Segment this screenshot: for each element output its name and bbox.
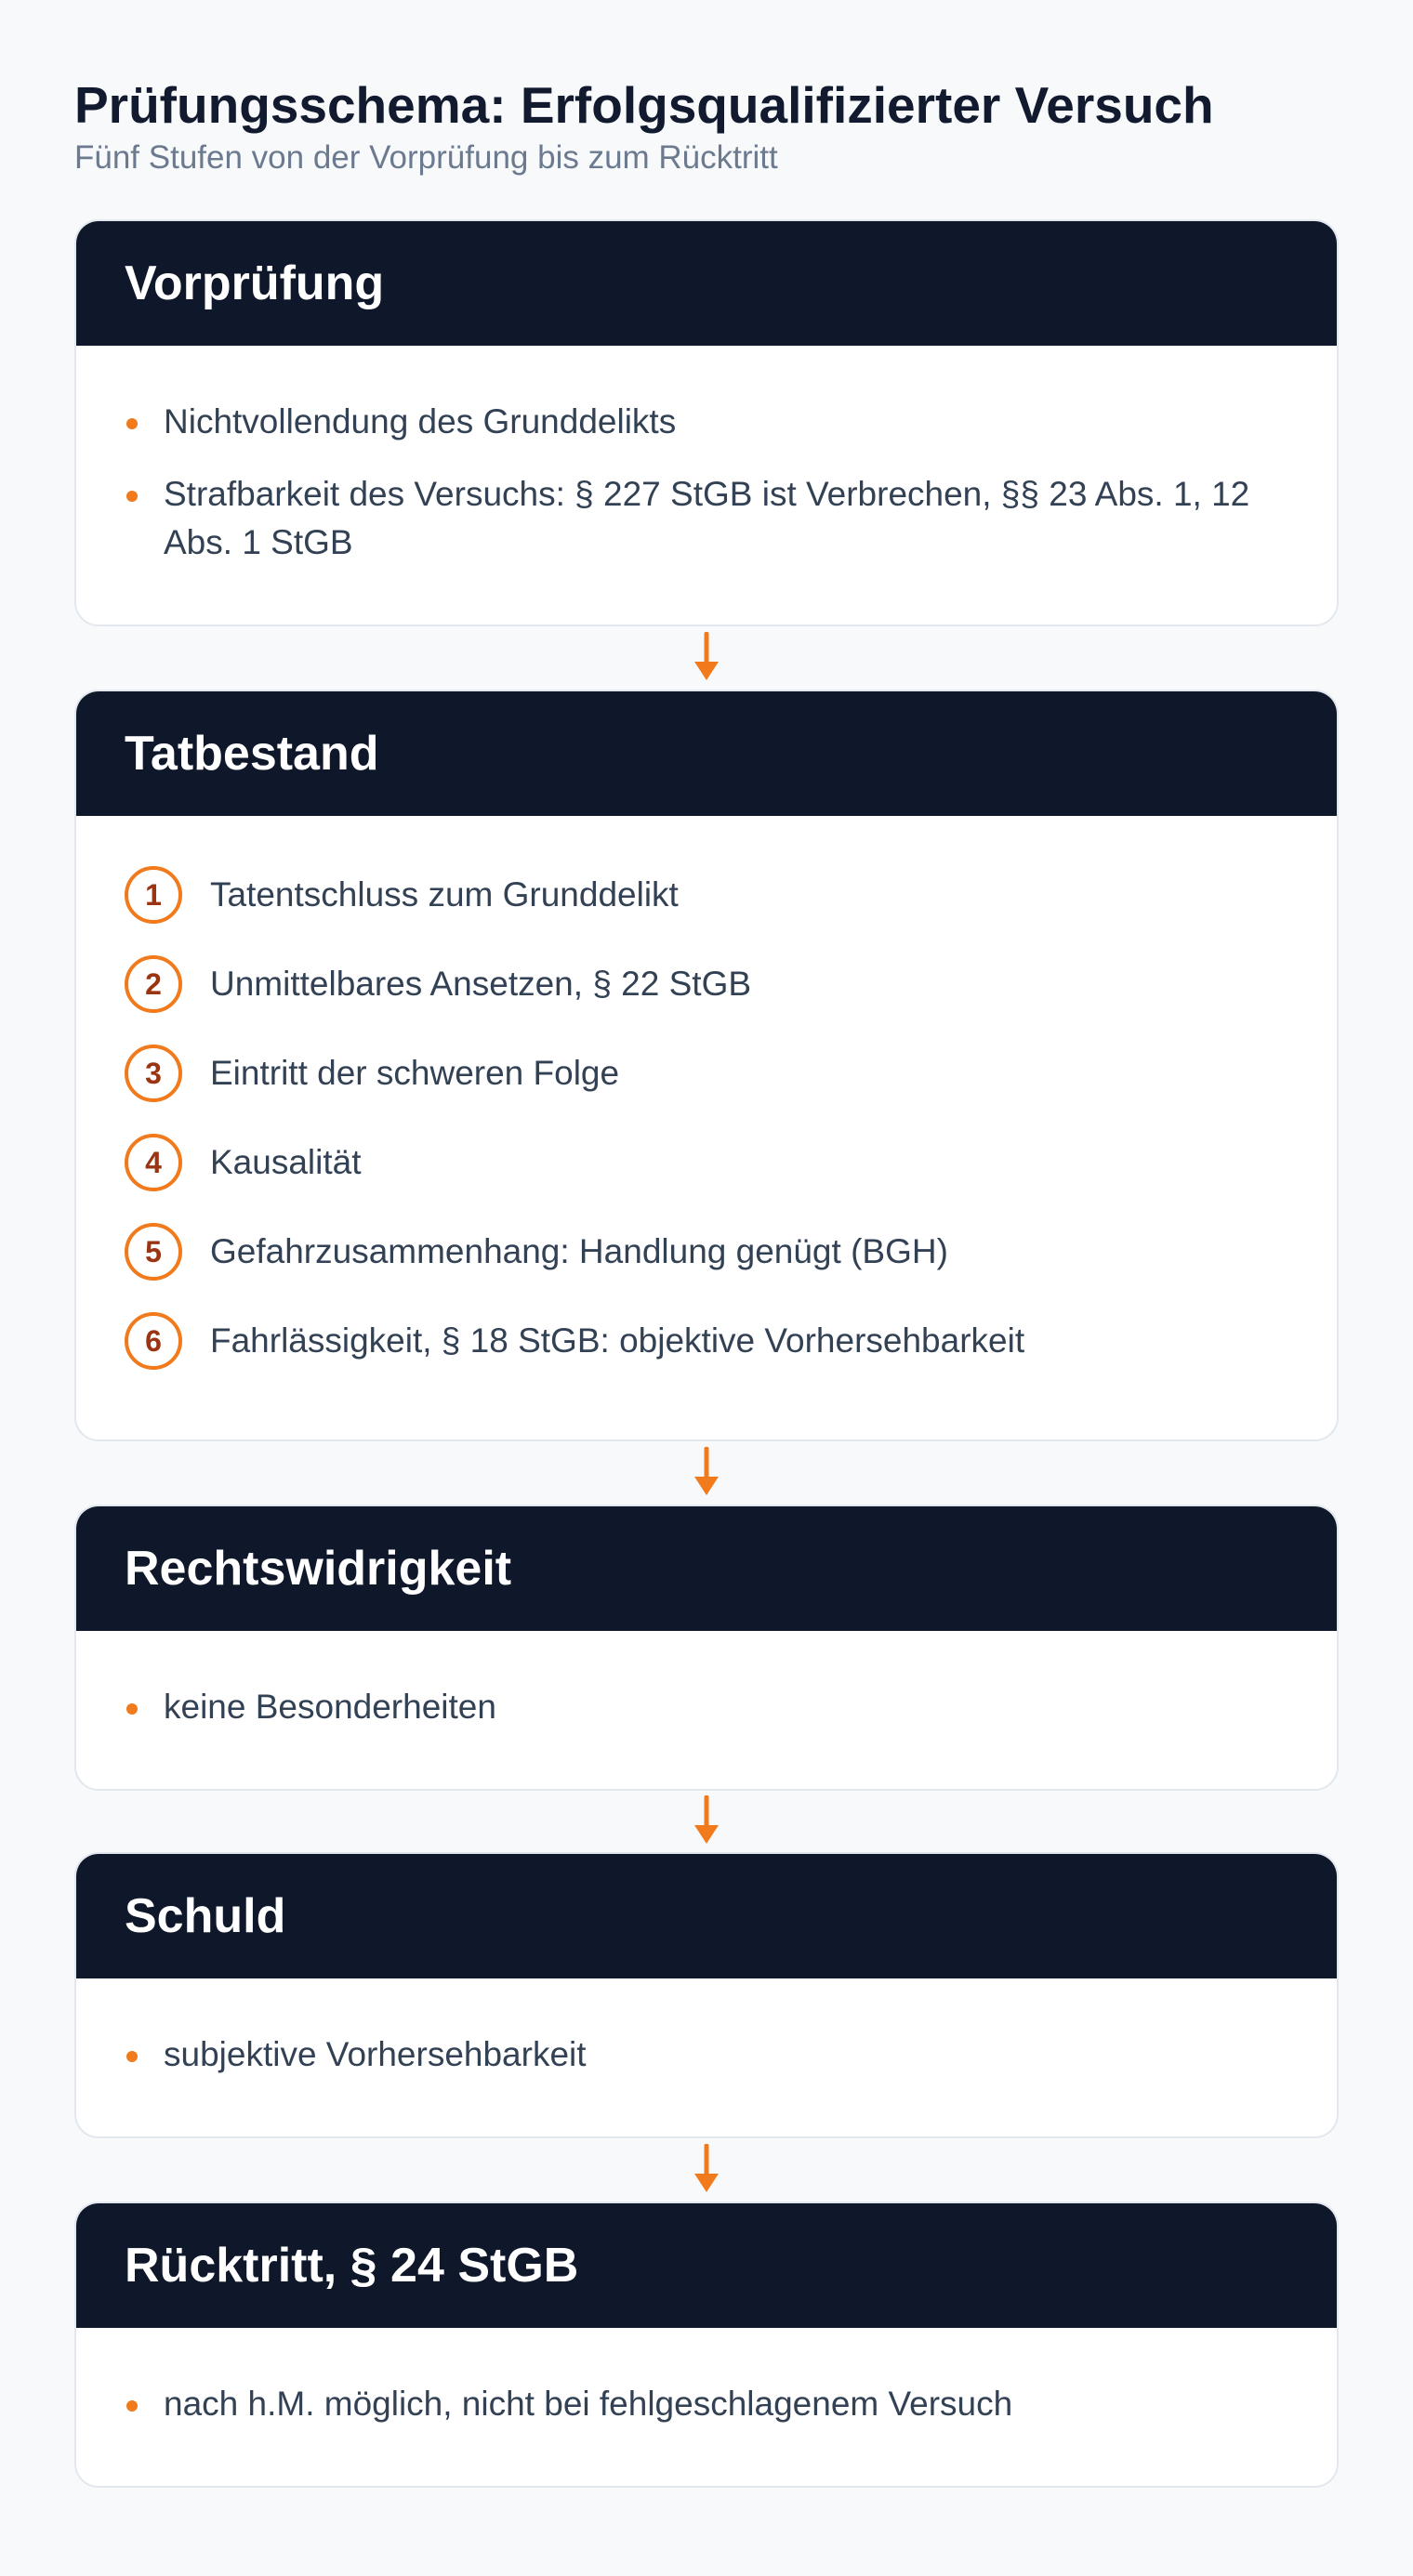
step-card-tatbestand: [74, 690, 1339, 1441]
bullet-dot-icon: [126, 491, 138, 502]
step-number-badge: 5: [125, 1223, 182, 1281]
list-item-text: subjektive Vorhersehbarkeit: [164, 2035, 587, 2073]
bullet-dot-icon: [126, 1703, 138, 1715]
step-title: Tatbestand: [125, 727, 379, 781]
list-item-text: Nichtvollendung des Grunddelikts: [164, 402, 677, 440]
step-body: [76, 1631, 1337, 1731]
list-item: [76, 2031, 1337, 2079]
list-item-text: nach h.M. möglich, nicht bei fehlgeschlagenem Versuch: [164, 2385, 1013, 2423]
bullet-list: [76, 398, 1337, 567]
list-item: [76, 1308, 1337, 1373]
step-number-badge: 3: [125, 1045, 182, 1102]
step-card-rechtswidrigkeit: [74, 1505, 1339, 1791]
step-body: [76, 816, 1337, 1373]
step-number-badge: 4: [125, 1134, 182, 1191]
bullet-dot-icon: [126, 2400, 138, 2412]
step-body: [76, 1978, 1337, 2079]
page-subtitle: Fünf Stufen von der Vorprüfung bis zum Rücktritt: [74, 139, 778, 176]
list-item: [76, 1130, 1337, 1195]
step-title: Vorprüfung: [125, 256, 385, 310]
list-item-text: Fahrlässigkeit, § 18 StGB: objektive Vorhersehbarkeit: [210, 1321, 1025, 1360]
down-arrow-icon: [74, 1791, 1339, 1852]
step-header: [76, 1854, 1337, 1978]
step-flow: [74, 219, 1339, 2488]
bullet-list: [76, 2380, 1337, 2428]
step-title: Rücktritt, § 24 StGB: [125, 2239, 579, 2293]
list-item-text: Gefahrzusammenhang: Handlung genügt (BGH): [210, 1232, 948, 1270]
step-title: Rechtswidrigkeit: [125, 1542, 512, 1596]
bullet-dot-icon: [126, 418, 138, 429]
bullet-list: [76, 2031, 1337, 2079]
step-number-badge: 6: [125, 1312, 182, 1370]
step-card-schuld: [74, 1852, 1339, 2138]
step-card-vorpruefung: [74, 219, 1339, 626]
step-title: Schuld: [125, 1889, 286, 1943]
numbered-list: [76, 862, 1337, 1373]
list-item: [76, 1041, 1337, 1106]
list-item: [76, 470, 1337, 567]
list-item-text: Kausalität: [210, 1143, 362, 1181]
down-arrow-icon: [74, 626, 1339, 690]
list-item-text: Tatentschluss zum Grunddelikt: [210, 875, 679, 913]
list-item-text: Unmittelbares Ansetzen, § 22 StGB: [210, 965, 752, 1003]
step-header: [76, 221, 1337, 346]
list-item-text: Eintritt der schweren Folge: [210, 1054, 620, 1092]
list-item: [76, 1683, 1337, 1731]
bullet-dot-icon: [126, 2051, 138, 2062]
step-body: [76, 2328, 1337, 2428]
down-arrow-icon: [74, 1441, 1339, 1505]
list-item: [76, 862, 1337, 927]
bullet-list: [76, 1683, 1337, 1731]
list-item: [76, 1219, 1337, 1284]
step-number-badge: 2: [125, 955, 182, 1013]
page-title: Prüfungsschema: Erfolgsqualifizierter Versuch: [74, 76, 1214, 134]
down-arrow-icon: [74, 2138, 1339, 2201]
step-header: [76, 1506, 1337, 1631]
list-item: [76, 398, 1337, 446]
list-item: [76, 952, 1337, 1017]
step-card-ruecktritt: [74, 2201, 1339, 2488]
step-header: [76, 2203, 1337, 2328]
step-number-badge: 1: [125, 866, 182, 924]
list-item-text: Strafbarkeit des Versuchs: § 227 StGB ist Verbrechen, §§ 23 Abs. 1, 12 Abs. 1 StGB: [164, 475, 1250, 561]
step-body: [76, 346, 1337, 567]
list-item-text: keine Besonderheiten: [164, 1688, 496, 1726]
list-item: [76, 2380, 1337, 2428]
step-header: [76, 691, 1337, 816]
